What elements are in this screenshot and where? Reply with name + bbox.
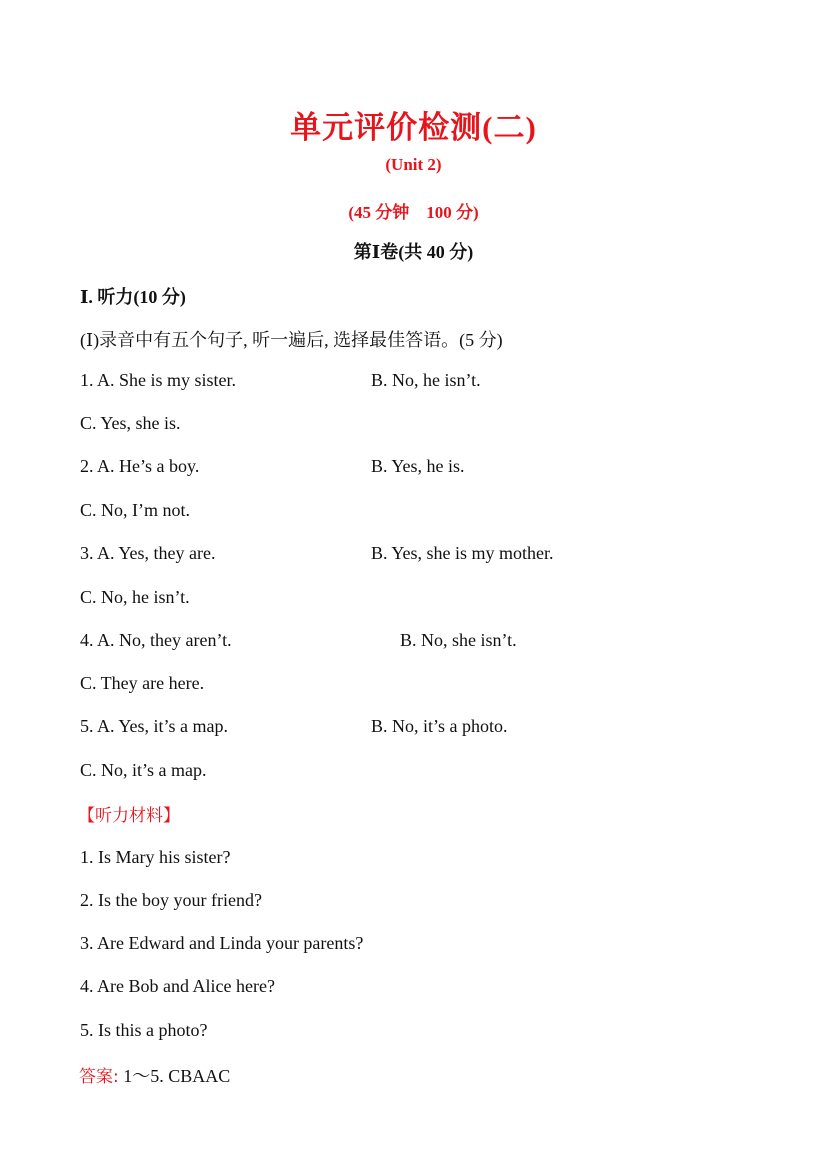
page-title: 单元评价检测(二): [290, 110, 537, 145]
time-score-label: (45 分钟 100 分): [348, 203, 479, 222]
section-heading: Ⅰ. 听力(10 分): [80, 287, 186, 307]
section-instruction: (Ⅰ)录音中有五个句子, 听一遍后, 选择最佳答语。(5 分): [80, 330, 503, 350]
listening-item-4: 4. Are Bob and Alice here?: [80, 976, 275, 996]
question-1-option-c: C. Yes, she is.: [80, 413, 181, 433]
question-3-option-c: C. No, he isn’t.: [80, 587, 190, 607]
question-4-option-c: C. They are here.: [80, 673, 205, 693]
volume-label: 第Ⅰ卷(共 40 分): [353, 242, 474, 262]
question-5-option-b: B. No, it’s a photo.: [371, 716, 508, 736]
question-1-option-b: B. No, he isn’t.: [371, 370, 481, 390]
question-4-option-a: 4. A. No, they aren’t.: [80, 630, 232, 650]
question-4-option-b: B. No, she isn’t.: [400, 630, 517, 650]
question-1-option-a: 1. A. She is my sister.: [80, 370, 237, 390]
listening-item-5: 5. Is this a photo?: [80, 1020, 208, 1040]
question-2-option-a: 2. A. He’s a boy.: [80, 456, 200, 476]
listening-material-label: 【听力材料】: [78, 806, 180, 826]
question-5-option-c: C. No, it’s a map.: [80, 760, 207, 780]
question-5-option-a: 5. A. Yes, it’s a map.: [80, 716, 229, 736]
question-3-option-a: 3. A. Yes, they are.: [80, 543, 216, 563]
question-3-option-b: B. Yes, she is my mother.: [371, 543, 554, 563]
unit-label: (Unit 2): [385, 155, 442, 174]
answer-line: [79, 1062, 230, 1088]
question-2-option-b: B. Yes, he is.: [371, 456, 465, 476]
question-2-option-c: C. No, I’m not.: [80, 500, 190, 520]
answer-label: 答案:: [79, 1067, 119, 1087]
listening-item-1: 1. Is Mary his sister?: [80, 847, 231, 867]
listening-item-2: 2. Is the boy your friend?: [80, 890, 262, 910]
listening-item-3: 3. Are Edward and Linda your parents?: [80, 933, 364, 953]
answer-value: 1～5. CBAAC: [118, 1066, 231, 1086]
